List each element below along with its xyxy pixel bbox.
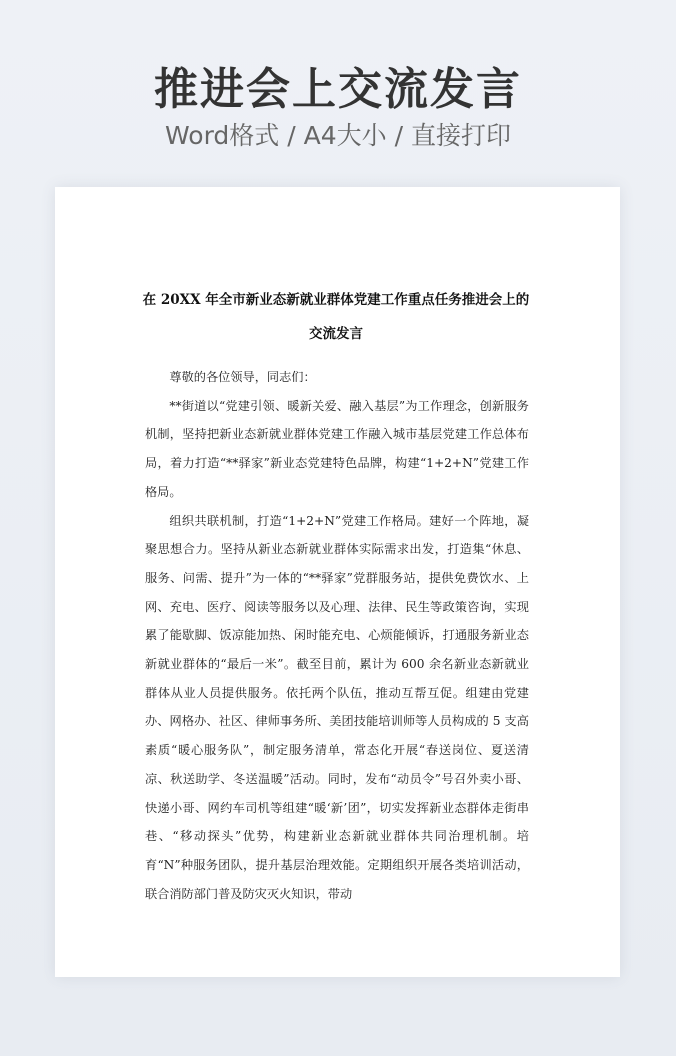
document-page [55,187,620,977]
intro-paragraph: **街道以“党建引领、暖新关爱、融入基层”为工作理念，创新服务机制，坚持把新业态新就业群体党建工作融入城市基层党建工作总体布局，着力打造“**驿家”新业态党建特色品牌，构建“1+2+N”党建工作格局。 [145,398,529,499]
salutation-paragraph: 尊敬的各位领导，同志们： [169,370,316,384]
document-body [145,363,529,908]
banner-subtitle: Word格式 / A4大小 / 直接打印 [165,121,511,150]
mechanism-paragraph: 组织共联机制，打造“1+2+N”党建工作格局。建好一个阵地，凝聚思想合力。坚持从新业态新就业群体实际需求出发，打造集“休息、服务、问需、提升”为一体的“**驿家”党群服务站，提供免费饮水、上网、充电、医疗、阅读等服务以及心理、法律、民生等政策咨询，实现累了能歇脚、饭凉能加热、闲时能充电、心烦能倾诉，打通服务新业态新就业群体的“最后一米”。截至目前，累计为 600 余名新业态新就业群体从业人员提供服务。依托两个队伍，推动互帮互促。组建由党建办、网格办、社区、律师事务所、美团技能培训师等人员构成的 5 支高素质“暖心服务队”，制定服务清单，常态化开展“春送岗位、夏送清凉、秋送助学、冬送温暖”活动。同时，发布“动员令”号召外卖小哥、快递小哥、网约车司机等组建“暖‘新’团”，切实发挥新业态群体走街串巷、“移动探头”优势，构建新业态新就业群体共同治理机制。培育“N”种服务团队，提升基层治理效能。定期组织开展各类培训活动，联合消防部门普及防灾灭火知识，带动 [145,513,529,901]
banner-title: 推进会上交流发言 [154,64,522,115]
document-title: 在 20XX 年全市新业态新就业群体党建工作重点任务推进会上的交流发言 [142,292,530,342]
